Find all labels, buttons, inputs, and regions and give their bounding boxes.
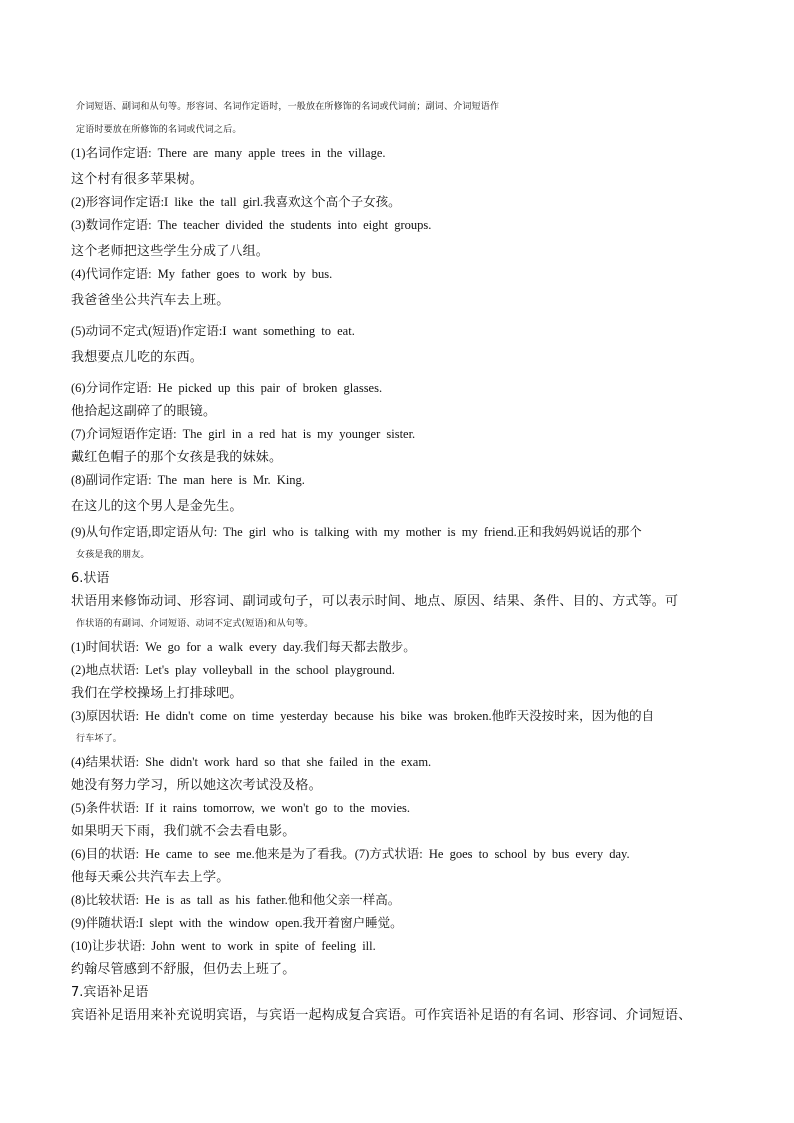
text-line: 定语时要放在所修饰的名词或代词之后。 — [76, 125, 242, 135]
translation-line: 我们在学校操场上打排球吧。 — [71, 686, 243, 701]
example-adverbial-reason: (3)原因状语: He didn't come on time yesterday because his bike was broken.他昨天没按时来，因为他的自 — [71, 709, 655, 723]
translation-line: 女孩是我的朋友。 — [76, 550, 150, 560]
example-attributive-infinitive: (5)动词不定式(短语)作定语:I want something to eat. — [71, 324, 355, 338]
example-adverbial-accompaniment: (9)伴随状语:I slept with the window open.我开着窗户睡觉。 — [71, 916, 403, 930]
translation-line: 他拾起这副碎了的眼镜。 — [71, 404, 217, 419]
translation-line: 约翰尽管感到不舒服，但仍去上班了。 — [71, 962, 296, 977]
example-attributive-numeral: (3)数词作定语: The teacher divided the students into eight groups. — [71, 218, 432, 232]
document-page — [71, 96, 735, 1027]
example-adverbial-concession: (10)让步状语: John went to work in spite of feeling ill. — [71, 939, 376, 953]
example-attributive-pronoun: (4)代词作定语: My father goes to work by bus. — [71, 267, 333, 281]
section-heading-object-complement: 7.宾语补足语 — [71, 985, 149, 1000]
example-attributive-adverb: (8)副词作定语: The man here is Mr. King. — [71, 473, 305, 487]
text-line: 状语用来修饰动词、形容词、副词或句子，可以表示时间、地点、原因、结果、条件、目的、方式等。可 — [71, 594, 679, 609]
example-attributive-noun: (1)名词作定语: There are many apple trees in the village. — [71, 146, 386, 160]
translation-line: 如果明天下雨，我们就不会去看电影。 — [71, 824, 296, 839]
translation-line: 她没有努力学习，所以她这次考试没及格。 — [71, 778, 322, 793]
translation-line: 这个村有很多苹果树。 — [71, 172, 204, 187]
translation-line: 我想要点儿吃的东西。 — [71, 350, 204, 365]
example-attributive-prep-phrase: (7)介词短语作定语: The girl in a red hat is my younger sister. — [71, 427, 416, 441]
text-line: 介词短语、副词和从句等。形容词、名词作定语时，一般放在所修饰的名词或代词前；副词、介词短语作 — [76, 102, 500, 112]
example-adverbial-place: (2)地点状语: Let's play volleyball in the school playground. — [71, 663, 395, 677]
example-adverbial-condition: (5)条件状语: If it rains tomorrow, we won't go to the movies. — [71, 801, 411, 815]
translation-line: 在这儿的这个男人是金先生。 — [71, 499, 243, 514]
example-attributive-adjective: (2)形容词作定语:I like the tall girl.我喜欢这个高个子女孩。 — [71, 195, 401, 209]
example-attributive-clause: (9)从句作定语,即定语从句: The girl who is talking with my mother is my friend.正和我妈妈说话的那个 — [71, 525, 642, 539]
translation-line: 行车坏了。 — [76, 734, 123, 744]
example-adverbial-result: (4)结果状语: She didn't work hard so that she failed in the exam. — [71, 755, 432, 769]
example-adverbial-time: (1)时间状语: We go for a walk every day.我们每天都去散步。 — [71, 640, 416, 654]
section-heading-adverbial: 6.状语 — [71, 571, 110, 586]
text-line: 作状语的有副词、介词短语、动词不定式(短语)和从句等。 — [76, 619, 314, 629]
translation-line: 戴红色帽子的那个女孩是我的妹妹。 — [71, 450, 283, 465]
example-adverbial-comparison: (8)比较状语: He is as tall as his father.他和他父亲一样高。 — [71, 893, 401, 907]
translation-line: 这个老师把这些学生分成了八组。 — [71, 244, 270, 259]
translation-line: 他每天乘公共汽车去上学。 — [71, 870, 230, 885]
example-attributive-participle: (6)分词作定语: He picked up this pair of broken glasses. — [71, 381, 383, 395]
translation-line: 我爸爸坐公共汽车去上班。 — [71, 293, 230, 308]
text-line: 宾语补足语用来补充说明宾语，与宾语一起构成复合宾语。可作宾语补足语的有名词、形容词、介词短语、 — [71, 1008, 692, 1023]
example-adverbial-purpose-manner: (6)目的状语: He came to see me.他来是为了看我。(7)方式状语: He goes to school by bus every day. — [71, 847, 630, 861]
